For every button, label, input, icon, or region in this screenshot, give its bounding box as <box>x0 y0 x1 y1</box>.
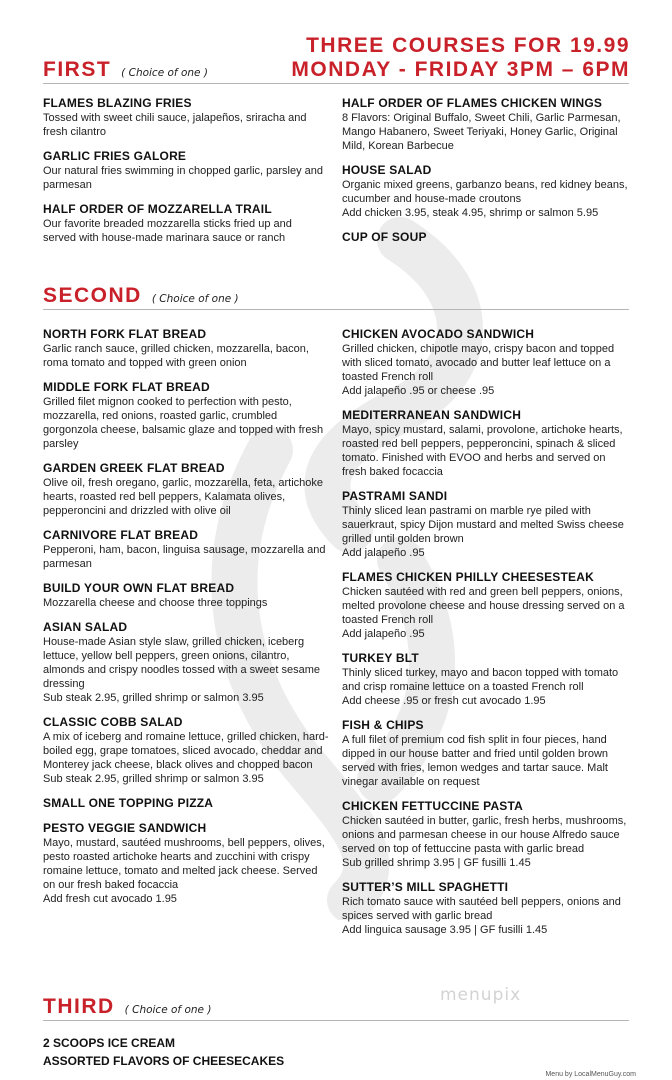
menu-item-description: Grilled chicken, chipotle mayo, crispy bacon and topped with sliced tomato, avocado and butter leaf lettuce on a toasted French roll <box>342 343 615 383</box>
promo-days-line: MONDAY - FRIDAY 3PM – 6PM <box>291 58 630 81</box>
menu-item <box>342 407 632 479</box>
section-divider-first <box>43 83 629 84</box>
menu-item-description: Chicken sautéed in butter, garlic, fresh herbs, mushrooms, onions and parmesan cheese in our house Alfredo sauce served on top of fettuccine pasta with garlic bread <box>342 815 627 855</box>
menu-item-name: CHICKEN AVOCADO SANDWICH <box>342 327 535 341</box>
menu-item-name: CLASSIC COBB SALAD <box>43 715 183 729</box>
menu-item-description: Organic mixed greens, garbanzo beans, red kidney beans, cucumber and house-made croutons <box>342 179 628 205</box>
menu-item <box>342 229 632 245</box>
menu-item <box>43 95 325 139</box>
first-left-column <box>43 95 325 254</box>
menu-item-name: FISH & CHIPS <box>342 718 424 732</box>
promo-price-line: THREE COURSES FOR 19.99 <box>306 34 630 57</box>
menu-item-addon: Sub steak 2.95, grilled shrimp or salmon 3.95 <box>43 773 264 785</box>
menu-item-description: Pepperoni, ham, bacon, linguisa sausage, mozzarella and parmesan <box>43 544 326 570</box>
menu-item <box>43 795 329 811</box>
menu-item-name: HALF ORDER OF FLAMES CHICKEN WINGS <box>342 96 603 110</box>
menu-item <box>43 580 329 610</box>
menu-item-description: Garlic ranch sauce, grilled chicken, mozzarella, bacon, roma tomato and topped with green onion <box>43 343 309 369</box>
menu-item-name: ASIAN SALAD <box>43 620 128 634</box>
menu-item-description: Grilled filet mignon cooked to perfection with pesto, mozzarella, red onions, roasted garlic, crumbled gorgonzola cheese, balsamic glaze and topped with fresh parsley <box>43 396 324 450</box>
menu-item-description: Our favorite breaded mozzarella sticks fried up and served with house-made marinara sauce or ranch <box>43 218 292 244</box>
menu-item-name: GARDEN GREEK FLAT BREAD <box>43 461 225 475</box>
menu-item-addon: Add jalapeño .95 <box>342 628 425 640</box>
section-subtitle-first: ( Choice of one ) <box>121 67 208 79</box>
menu-item-name: SUTTER’S MILL SPAGHETTI <box>342 880 509 894</box>
menu-item-addon: Sub steak 2.95, grilled shrimp or salmon 3.95 <box>43 692 264 704</box>
menu-item-name: MEDITERRANEAN SANDWICH <box>342 408 522 422</box>
menu-item-description: Thinly sliced lean pastrami on marble rye piled with sauerkraut, spicy Dijon mustard and melted Swiss cheese grilled until golden brown <box>342 505 624 545</box>
credit-text: Menu by LocalMenuGuy.com <box>545 1071 636 1078</box>
promo-banner <box>291 34 630 82</box>
menu-item <box>342 879 632 937</box>
menu-item <box>43 379 329 451</box>
menu-item-description: Rich tomato sauce with sautéed bell peppers, onions and spices served with garlic bread <box>342 896 621 922</box>
menu-item-description: 8 Flavors: Original Buffalo, Sweet Chili, Garlic Parmesan, Mango Habanero, Sweet Teriyaki, Honey Garlic, Original Mild, Korean Barbecue <box>342 112 621 152</box>
section-subtitle-third: ( Choice of one ) <box>124 1004 212 1016</box>
menu-item <box>342 488 632 560</box>
menu-item-name: CARNIVORE FLAT BREAD <box>43 528 199 542</box>
menu-item <box>43 527 329 571</box>
menu-item-addon: Add fresh cut avocado 1.95 <box>43 893 177 905</box>
menu-item-addon: Add jalapeño .95 or cheese .95 <box>342 385 495 397</box>
menu-item-description: Mayo, mustard, sautéed mushrooms, bell peppers, olives, pesto roasted artichoke hearts and zucchini with crispy romaine lettuce, tomato and melted jack cheese. Served on our fresh baked focaccia <box>43 837 325 891</box>
section-header-first <box>43 58 208 82</box>
section-divider-second <box>43 309 629 310</box>
menu-item-name: MIDDLE FORK FLAT BREAD <box>43 380 210 394</box>
menu-item <box>43 714 329 786</box>
menu-item-name: BUILD YOUR OWN FLAT BREAD <box>43 581 235 595</box>
menu-item <box>342 717 632 789</box>
menu-item-description: Tossed with sweet chili sauce, jalapeños, sriracha and fresh cilantro <box>43 112 307 138</box>
third-item: 2 SCOOPS ICE CREAM <box>43 1036 176 1050</box>
menu-item-name: HALF ORDER OF MOZZARELLA TRAIL <box>43 202 272 216</box>
menu-item-name: PESTO VEGGIE SANDWICH <box>43 821 207 835</box>
third-items-list <box>43 1034 284 1070</box>
menu-item <box>43 619 329 705</box>
first-right-column <box>342 95 632 254</box>
second-left-column <box>43 326 329 915</box>
menu-item <box>342 326 632 398</box>
menu-item <box>342 95 632 153</box>
menu-item-name: FLAMES BLAZING FRIES <box>43 96 192 110</box>
menu-item-description: A mix of iceberg and romaine lettuce, grilled chicken, hard-boiled egg, grape tomatoes, sliced avocado, cheddar and Monterey jack cheese, black olives and chopped bacon <box>43 731 329 771</box>
menu-item <box>43 148 325 192</box>
menu-item-name: CHICKEN FETTUCCINE PASTA <box>342 799 524 813</box>
menu-item-description: House-made Asian style slaw, grilled chicken, iceberg lettuce, yellow bell peppers, green onions, cilantro, almonds and crispy noodles tossed with a sweet sesame dressing <box>43 636 320 690</box>
menupix-logo: menupix <box>440 985 522 1005</box>
menu-item <box>43 326 329 370</box>
section-header-second <box>43 284 239 308</box>
menu-item-name: TURKEY BLT <box>342 651 419 665</box>
section-header-third <box>43 995 211 1019</box>
menu-item-name: FLAMES CHICKEN PHILLY CHEESESTEAK <box>342 570 594 584</box>
menu-item-addon: Add cheese .95 or fresh cut avocado 1.95 <box>342 695 546 707</box>
menu-item <box>43 820 329 906</box>
third-item: ASSORTED FLAVORS OF CHEESECAKES <box>43 1054 285 1068</box>
menu-item-description: Thinly sliced turkey, mayo and bacon topped with tomato and crisp romaine lettuce on a toasted French roll <box>342 667 619 693</box>
menu-item <box>342 569 632 641</box>
menu-item-description: Mozzarella cheese and choose three toppings <box>43 597 268 609</box>
menu-item-addon: Add chicken 3.95, steak 4.95, shrimp or salmon 5.95 <box>342 207 599 219</box>
menu-item-name: HOUSE SALAD <box>342 163 432 177</box>
menu-item-description: Chicken sautéed with red and green bell peppers, onions, melted provolone cheese and house dressing served on a toasted French roll <box>342 586 625 626</box>
menu-item-addon: Add linguica sausage 3.95 | GF fusilli 1.45 <box>342 924 548 936</box>
menu-item-addon: Sub grilled shrimp 3.95 | GF fusilli 1.45 <box>342 857 531 869</box>
menu-item-description: Mayo, spicy mustard, salami, provolone, artichoke hearts, roasted red bell peppers, pepperoncini, spinach & sliced tomato. Finished with EVOO and herbs and served on fresh baked focaccia <box>342 424 623 478</box>
second-right-column <box>342 326 632 946</box>
menu-item-name: SMALL ONE TOPPING PIZZA <box>43 796 214 810</box>
section-title-first: FIRST <box>43 58 112 81</box>
menu-item-addon: Add jalapeño .95 <box>342 547 425 559</box>
menu-item-description: Our natural fries swimming in chopped garlic, parsley and parmesan <box>43 165 324 191</box>
menu-item-description: A full filet of premium cod fish split in four pieces, hand dipped in our house batter and fried until golden brown served with fries, lemon wedges and tartar sauce. Malt vinegar available on request <box>342 734 609 788</box>
menu-item-description: Olive oil, fresh oregano, garlic, mozzarella, feta, artichoke hearts, roasted red bell peppers, Kalamata olives, pepperoncini and drizzled with olive oil <box>43 477 324 517</box>
menu-item <box>342 798 632 870</box>
section-divider-third <box>43 1020 629 1021</box>
menu-item-name: NORTH FORK FLAT BREAD <box>43 327 207 341</box>
section-subtitle-second: ( Choice of one ) <box>151 293 239 305</box>
menu-item-name: CUP OF SOUP <box>342 230 427 244</box>
menu-item <box>342 650 632 708</box>
menu-item-name: PASTRAMI SANDI <box>342 489 448 503</box>
menu-item <box>43 201 325 245</box>
section-title-second: SECOND <box>43 284 142 307</box>
section-title-third: THIRD <box>43 995 115 1018</box>
menu-item <box>342 162 632 220</box>
menu-item <box>43 460 329 518</box>
menu-item-name: GARLIC FRIES GALORE <box>43 149 187 163</box>
